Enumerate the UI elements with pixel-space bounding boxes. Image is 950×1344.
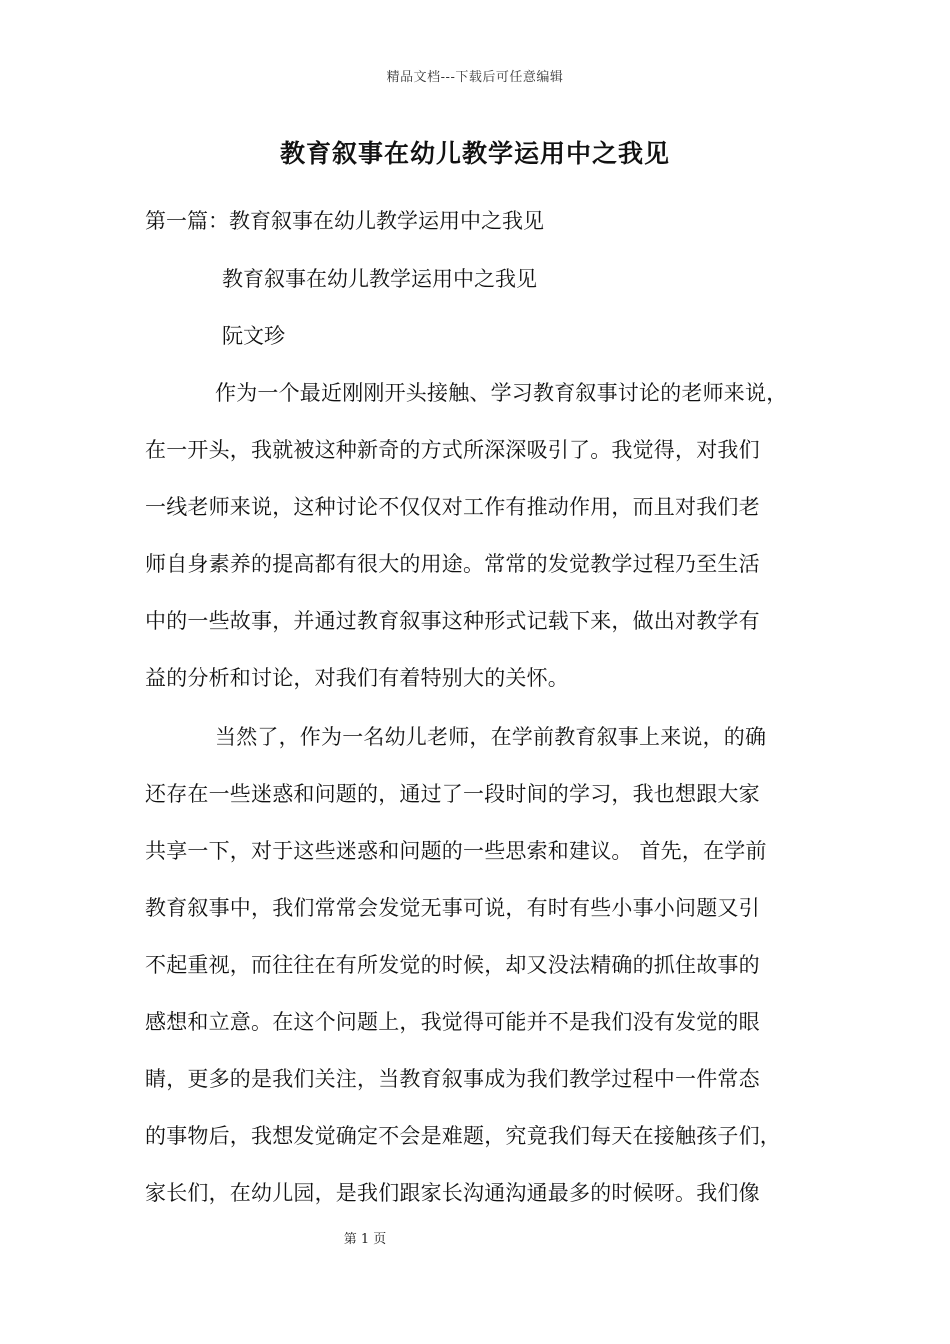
article-subtitle: 教育叙事在幼儿教学运用中之我见	[222, 267, 537, 291]
paragraph-line: 益的分析和讨论，对我们有着特别大的关怀。	[145, 666, 569, 690]
paragraph-line: 当然了，作为一名幼儿老师，在学前教育叙事上来说，的确	[215, 725, 767, 749]
header-note: 精品文档---下载后可任意编辑	[386, 70, 564, 85]
paragraph-line: 感想和立意。在这个问题上，我觉得可能并不是我们没有发觉的眼	[145, 1010, 760, 1034]
author-name: 阮文珍	[222, 324, 285, 348]
paragraph-1	[145, 378, 825, 720]
paragraph-line: 教育叙事中，我们常常会发觉无事可说，有时有些小事小问题又引	[145, 896, 760, 920]
paragraph-line: 不起重视，而往往在有所发觉的时候，却又没法精确的抓住故事的	[145, 953, 760, 977]
paragraph-line: 的事物后，我想发觉确定不会是难题，究竟我们每天在接触孩子们，	[145, 1124, 781, 1148]
paragraph-line: 共享一下，对于这些迷惑和问题的一些思索和建议。 首先，在学前	[145, 839, 767, 863]
paragraph-line: 作为一个最近刚刚开头接触、学习教育叙事讨论的老师来说，	[215, 381, 788, 405]
paragraph-line: 家长们，在幼儿园，是我们跟家长沟通沟通最多的时候呀。我们像	[145, 1181, 760, 1205]
page-number: 第 1 页	[343, 1232, 387, 1247]
paragraph-line: 还存在一些迷惑和问题的，通过了一段时间的学习，我也想跟大家	[145, 782, 760, 806]
page-title: 教育叙事在幼儿教学运用中之我见	[279, 139, 670, 168]
paragraph-line: 在一开头，我就被这种新奇的方式所深深吸引了。我觉得，对我们	[145, 438, 760, 462]
paragraph-2	[145, 722, 825, 1235]
paragraph-line: 师自身素养的提高都有很大的用途。常常的发觉教学过程乃至生活	[145, 552, 760, 576]
paragraph-line: 中的一些故事，并通过教育叙事这种形式记载下来，做出对教学有	[145, 609, 760, 633]
chapter-heading: 第一篇：教育叙事在幼儿教学运用中之我见	[145, 209, 544, 233]
paragraph-line: 一线老师来说，这种讨论不仅仅对工作有推动作用，而且对我们老	[145, 495, 760, 519]
paragraph-line: 睛，更多的是我们关注，当教育叙事成为我们教学过程中一件常态	[145, 1067, 760, 1091]
